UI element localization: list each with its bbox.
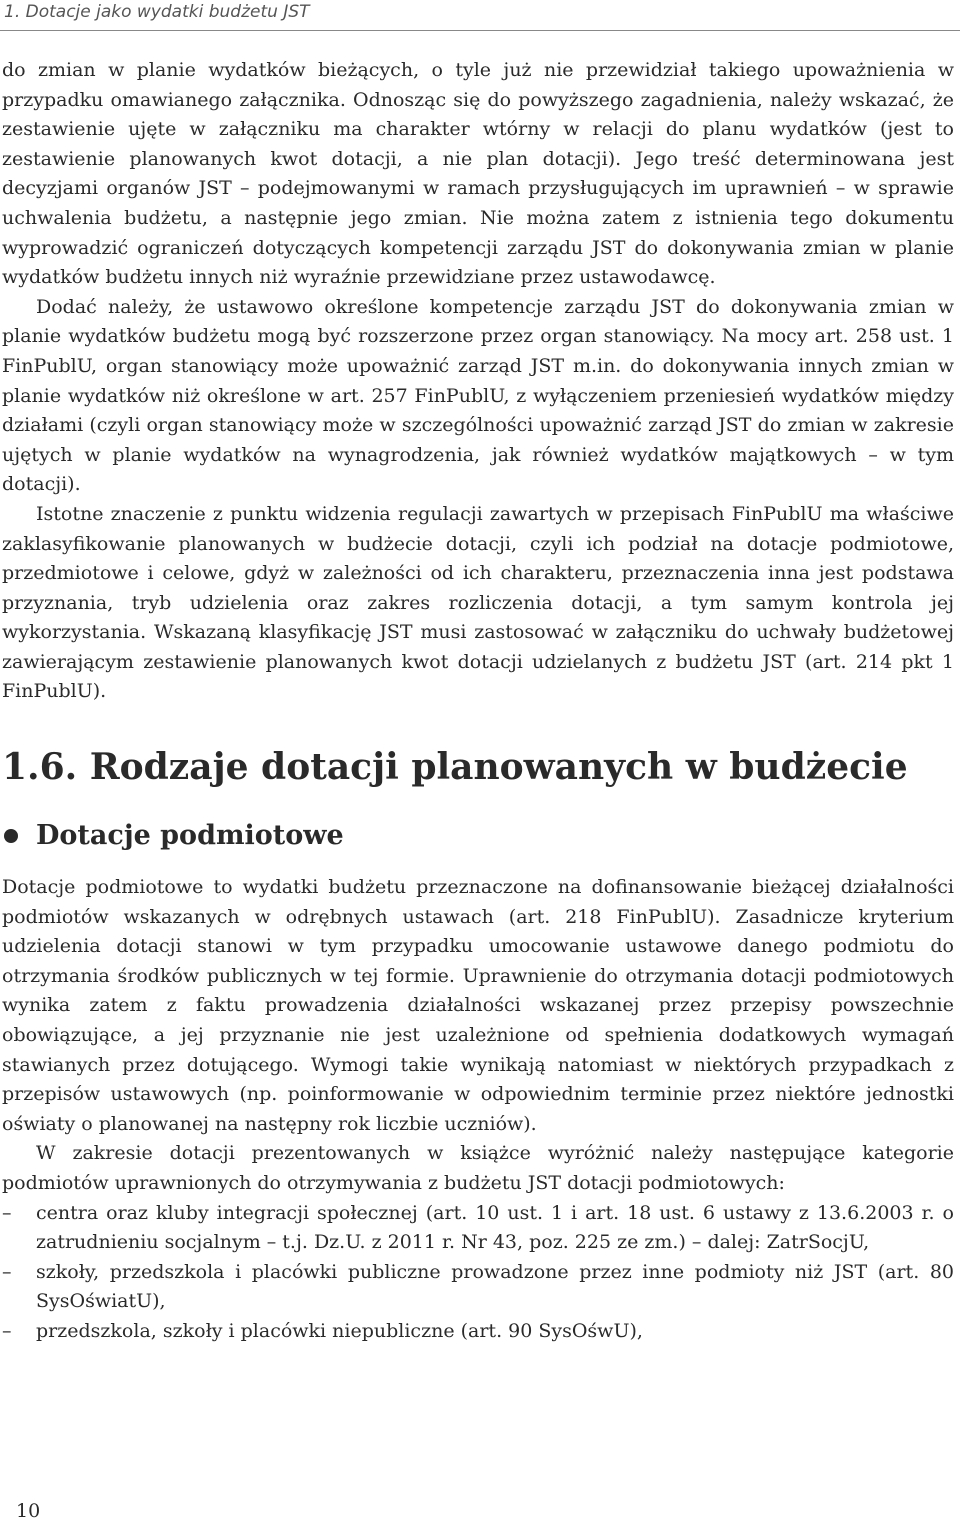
dash-marker: – (2, 1319, 12, 1342)
paragraph: Dodać należy, że ustawowo określone kompetencje zarządu JST do dokonywania zmian w planie wydatków budżetu mogą być rozszerzone przez organ stanowiący. Na mocy art. 258 ust. 1 FinPublU, organ stanowiący może upoważnić zarząd JST m.in. do dokonywania innych zmian w planie wydatków niż określone w art. 257 FinPublU, z wyłączeniem przeniesień wydatków między działami (czyli organ stanowiący może w szczególności upoważnić zarząd JST do zmian w zakresie ujętych w planie wydatków na wynagrodzenia, jak również wydatków majątkowych – w tym dotacji). (2, 295, 954, 496)
list-item (2, 1317, 954, 1347)
dash-marker: – (2, 1260, 12, 1283)
page-number: 10 (16, 1500, 41, 1522)
list-item-text: szkoły, przedszkola i placówki publiczne prowadzone przez inne podmioty niż JST (art. 80 SysOświatU), (36, 1260, 954, 1313)
section-heading: 1.6. Rodzaje dotacji planowanych w budżecie (2, 746, 908, 789)
paragraph: do zmian w planie wydatków bieżących, o tyle już nie przewidział takiego upoważnienia w przypadku omawianego załącznika. Odnosząc się do powyższego zagadnienia, należy wskazać, że zestawienie ujęte w załączniku ma charakter wtórny w relacji do planu wydatków (jest to zestawienie planowanych kwot dotacji, a nie plan dotacji). Jego treść determinowana jest decyzjami organów JST – podejmowanymi w ramach przysługujących im uprawnień – w sprawie uchwalenia budżetu, a następnie jego zmian. Nie można zatem z istnienia tego dokumentu wyprowadzić ograniczeń dotyczących kompetencji zarządu JST do dokonywania zmian w planie wydatków budżetu innych niż wyraźnie przewidziane przez ustawodawcę. (2, 59, 954, 289)
subsection-heading (2, 819, 954, 853)
list-item (2, 1199, 954, 1258)
page-body (2, 56, 954, 1347)
list-item-text: centra oraz kluby integracji społecznej (art. 10 ust. 1 i art. 18 ust. 6 ustawy z 13.6.2003 r. o zatrudnieniu socjalnym – t.j. Dz.U. z 2011 r. Nr 43, poz. 225 ze zm.) – dalej: ZatrSocjU, (36, 1201, 954, 1254)
list-item-text: przedszkola, szkoły i placówki niepubliczne (art. 90 SysOśwU), (36, 1319, 643, 1342)
list-item (2, 1258, 954, 1317)
running-header-title: 1. Dotacje jako wydatki budżetu JST (4, 2, 310, 22)
category-list (2, 1199, 954, 1347)
dash-marker: – (2, 1201, 12, 1224)
running-header (0, 0, 960, 34)
subsection-title: Dotacje podmiotowe (36, 820, 344, 852)
header-divider (0, 30, 960, 31)
paragraph: Istotne znaczenie z punktu widzenia regulacji zawartych w przepisach FinPublU ma właściwe zaklasyfikowanie planowanych w budżecie dotacji, czyli ich podział na dotacje podmiotowe, przedmiotowe i celowe, gdyż w zależności od ich charakteru, przeznaczenia inna jest podstawa przyznania, tryb udzielenia oraz zakres rozliczenia dotacji, a tym samym kontrola jej wykorzystania. Wskazaną klasyfikację JST musi zastosować w załączniku do uchwały budżetowej zawierającym zestawienie planowanych kwot dotacji udzielanych z budżetu JST (art. 214 pkt 1 FinPublU). (2, 502, 954, 703)
paragraph: Dotacje podmiotowe to wydatki budżetu przeznaczone na dofinansowanie bieżącej działalności podmiotów wskazanych w odrębnych ustawach (art. 218 FinPublU). Zasadnicze kryterium udzielenia dotacji stanowi w tym przypadku umocowanie ustawowe danego podmiotu do otrzymania środków publicznych w tej formie. Uprawnienie do otrzymania dotacji podmiotowych wynika zatem z faktu prowadzenia działalności wskazanej przez przepisy powszechnie obowiązujące, a jej przyznanie nie jest uzależnione od spełnienia dodatkowych wymagań stawianych przez dotującego. Wymogi takie wynikają natomiast w niektórych przypadkach z przepisów ustawowych (np. poinformowanie w odpowiednim terminie przez niektóre jednostki oświaty o planowanej na następny rok liczbie uczniów). (2, 876, 954, 1135)
bullet-icon (4, 829, 18, 843)
paragraph: W zakresie dotacji prezentowanych w książce wyróżnić należy następujące kategorie podmiotów uprawnionych do otrzymywania z budżetu JST dotacji podmiotowych: (2, 1142, 954, 1194)
